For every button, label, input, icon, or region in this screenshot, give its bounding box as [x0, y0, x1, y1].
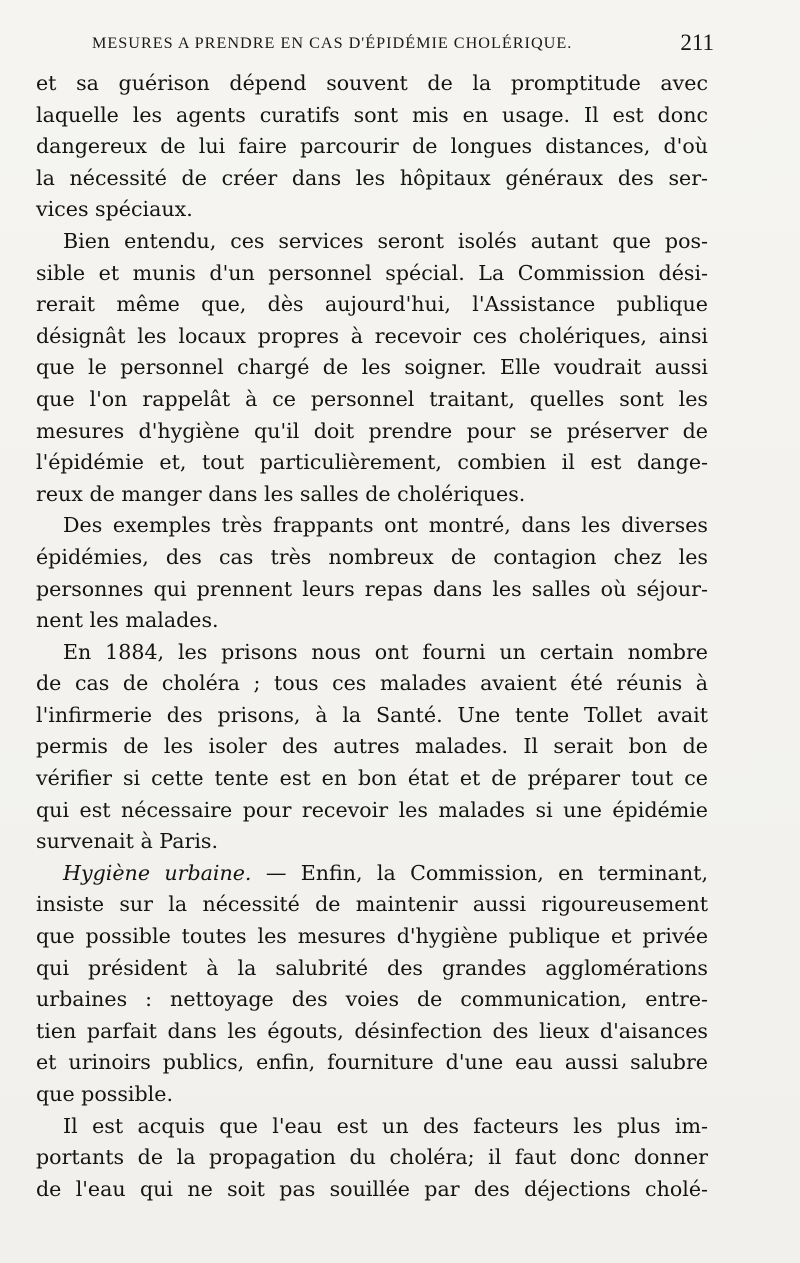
- text-line: l'infirmerie des prisons, à la Santé. Une tente Tollet avait: [36, 702, 708, 727]
- text-line: vérifier si cette tente est en bon état et de préparer tout ce: [36, 766, 708, 791]
- text-line: mesures d'hygiène qu'il doit prendre pour se préserver de: [36, 418, 708, 443]
- paragraph: [36, 858, 708, 1111]
- text-line: portants de la propagation du choléra; il faut donc donner: [36, 1145, 708, 1170]
- text-line: urbaines : nettoyage des voies de communication, entre-: [36, 987, 708, 1012]
- running-head: [0, 30, 800, 58]
- text-line: que le personnel chargé de les soigner. Elle voudrait aussi: [36, 355, 708, 380]
- paragraph: [36, 226, 708, 510]
- text-line: la nécessité de créer dans les hôpitaux généraux des ser-: [36, 165, 708, 190]
- text-line: désignât les locaux propres à recevoir ces cholériques, ainsi: [36, 323, 708, 348]
- text-line: tien parfait dans les égouts, désinfection des lieux d'aisances: [36, 1018, 708, 1043]
- text-line: rerait même que, dès aujourd'hui, l'Assistance publique: [36, 292, 708, 317]
- text-line: que possible.: [36, 1082, 173, 1106]
- text-line: survenait à Paris.: [36, 829, 219, 854]
- text-line: que l'on rappelât à ce personnel traitant, quelles sont les: [36, 386, 708, 411]
- body-text: [36, 68, 708, 1205]
- paragraph: [36, 637, 708, 858]
- text-line: vices spéciaux.: [36, 197, 193, 222]
- section-heading: Hygiène urbaine.: [63, 860, 252, 885]
- text-line: et urinoirs publics, enfin, fourniture d'une eau aussi salubre: [36, 1050, 708, 1075]
- text-line: personnes qui prennent leurs repas dans les salles où séjour-: [36, 576, 708, 601]
- text-line: dangereux de lui faire parcourir de longues distances, d'où: [36, 134, 708, 159]
- text-line: En 1884, les prisons nous ont fourni un certain nombre: [63, 639, 708, 664]
- page-number: 211: [680, 30, 714, 55]
- running-title: MESURES A PRENDRE EN CAS D'ÉPIDÉMIE CHOLÉRIQUE.: [92, 34, 573, 52]
- text-line: et sa guérison dépend souvent de la promptitude avec: [36, 71, 708, 95]
- text-line: Bien entendu, ces services seront isolés autant que pos-: [63, 228, 708, 253]
- text-line: [36, 858, 708, 890]
- text-line: insiste sur la nécessité de maintenir aussi rigoureusement: [36, 892, 708, 917]
- text-line: laquelle les agents curatifs sont mis en usage. Il est donc: [36, 102, 708, 127]
- text-line: de cas de choléra ; tous ces malades avaient été réunis à: [36, 671, 708, 696]
- text-line: épidémies, des cas très nombreux de contagion chez les: [36, 544, 708, 569]
- text-line: nent les malades.: [36, 608, 219, 633]
- paragraph: [36, 510, 708, 636]
- text-line: permis de les isoler des autres malades. Il serait bon de: [36, 734, 708, 759]
- paragraph: [36, 68, 708, 226]
- text-line: qui est nécessaire pour recevoir les malades si une épidémie: [36, 797, 708, 822]
- text-line: de l'eau qui ne soit pas souillée par des déjections cholé-: [36, 1176, 708, 1201]
- text-span: — Enfin, la Commission, en terminant,: [251, 860, 708, 885]
- text-line: reux de manger dans les salles de cholériques.: [36, 481, 526, 506]
- text-line: Il est acquis que l'eau est un des facteurs les plus im-: [63, 1113, 708, 1138]
- paragraph: [36, 1111, 708, 1206]
- text-line: sible et munis d'un personnel spécial. La Commission dési-: [36, 260, 708, 285]
- text-line: que possible toutes les mesures d'hygiène publique et privée: [36, 924, 708, 949]
- text-line: l'épidémie et, tout particulièrement, combien il est dange-: [36, 450, 708, 475]
- text-line: Des exemples très frappants ont montré, dans les diverses: [63, 513, 708, 538]
- text-line: qui président à la salubrité des grandes agglomérations: [36, 955, 708, 980]
